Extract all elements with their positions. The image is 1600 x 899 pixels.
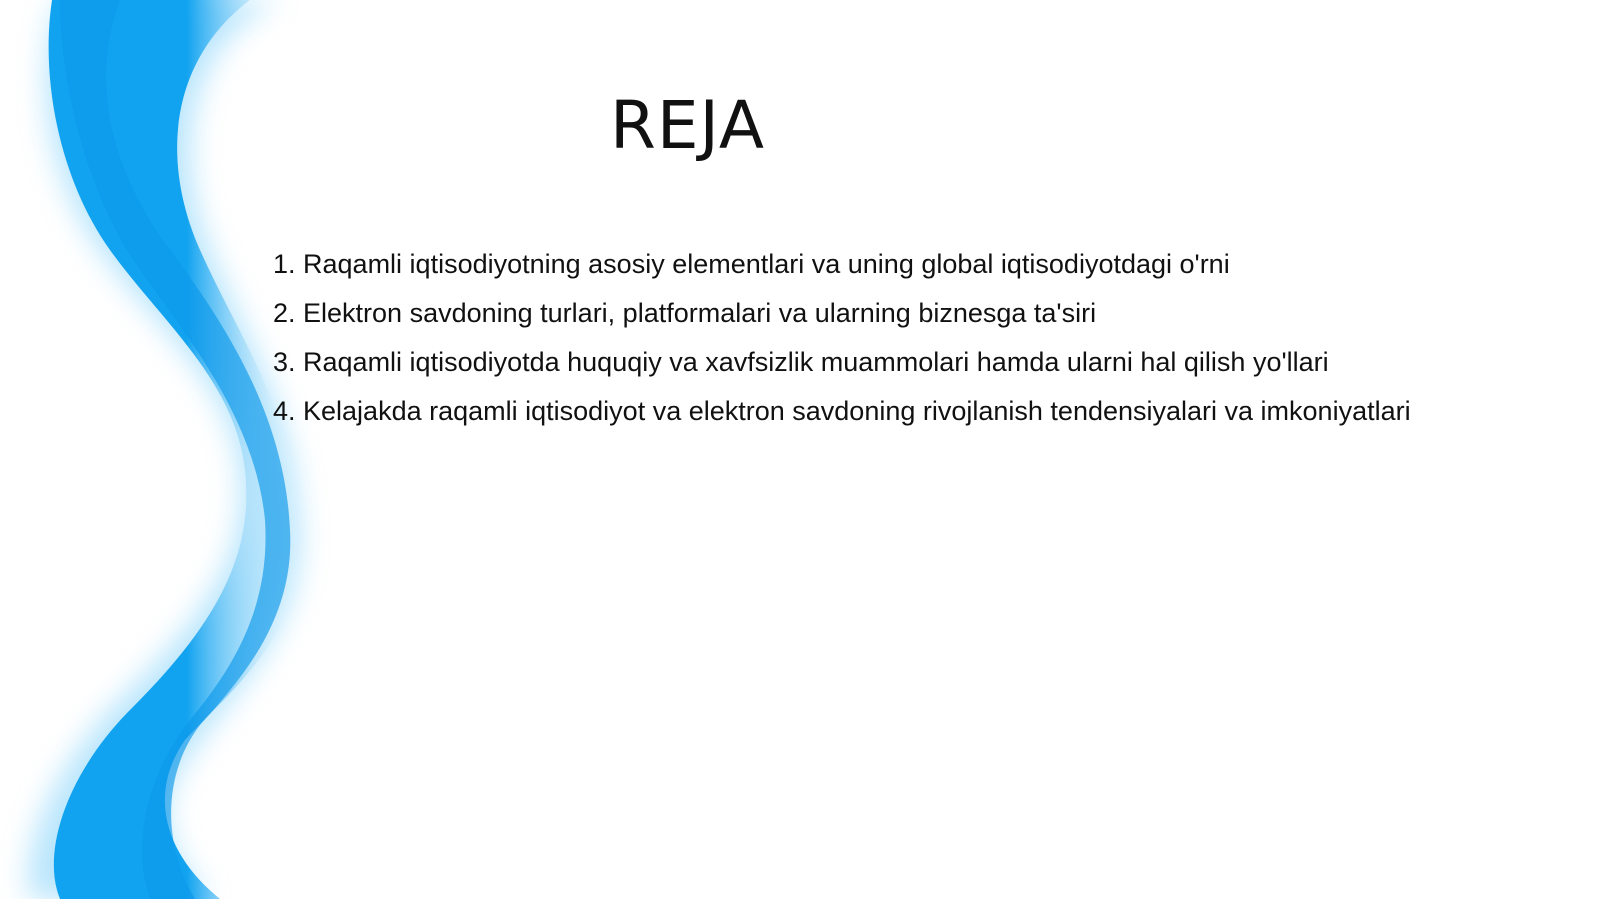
- agenda-item-4: 4. Kelajakda raqamli iqtisodiyot va elektron savdoning rivojlanish tendensiyalari va imkoniyatlari: [273, 396, 1411, 426]
- agenda-list: [273, 240, 1411, 436]
- agenda-item-2: 2. Elektron savdoning turlari, platformalari va ularning biznesga ta'siri: [273, 298, 1097, 328]
- slide-title: REJA: [610, 87, 766, 164]
- agenda-item-1: 1. Raqamli iqtisodiyotning asosiy elementlari va uning global iqtisodiyotdagi o'rni: [273, 249, 1230, 279]
- blue-wave-decoration: [0, 0, 360, 899]
- agenda-item-3: 3. Raqamli iqtisodiyotda huquqiy va xavfsizlik muammolari hamda ularni hal qilish yo'llari: [273, 347, 1329, 377]
